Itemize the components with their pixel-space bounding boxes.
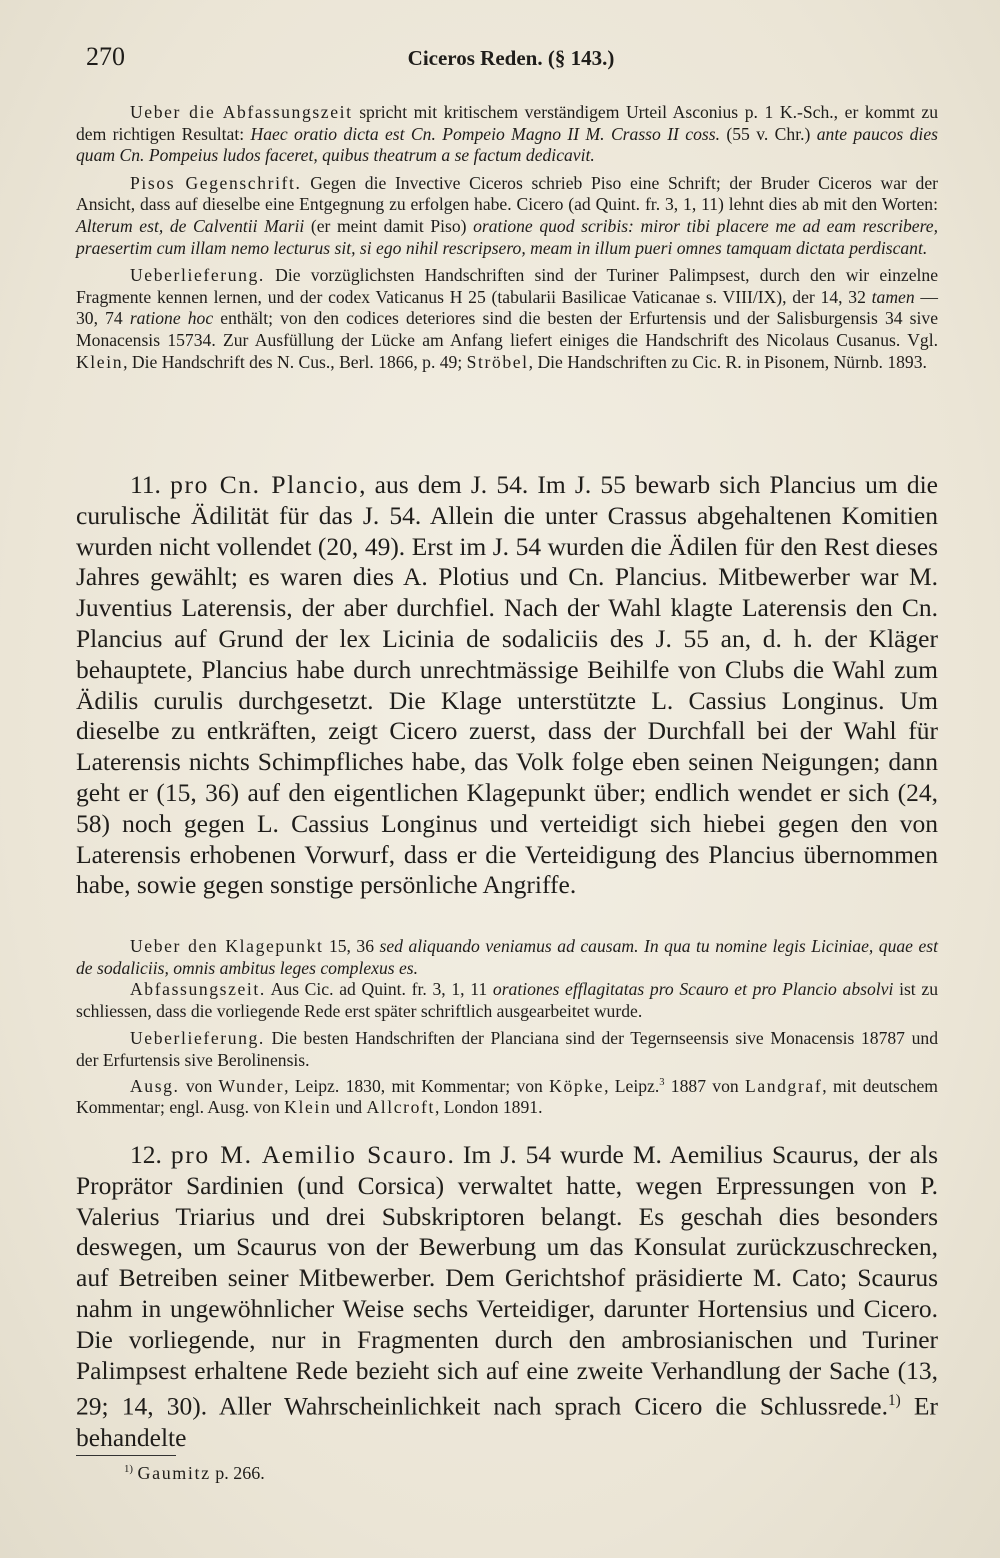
page-number: 270	[86, 42, 125, 71]
footnote-divider	[76, 1455, 176, 1456]
note-klagepunkt: Ueber den Klagepunkt 15, 36 sed aliquando veniamus ad causam. In qua tu nomine legis Liciniae, quae est de sodaliciis, omnis ambitus leges complexus es.	[76, 936, 939, 978]
section-title: pro M. Aemilio Scauro	[170, 1140, 448, 1169]
page-header	[86, 42, 936, 82]
note-ausgaben: Ausg. von Wunder, Leipz. 1830, mit Kommentar; von Köpke, Leipz.$^3$ 1887 von Landgraf, mit deutschem Kommentar; engl. Ausg. von Klein und Allcroft, London 1891.	[76, 1075, 938, 1118]
notes-mid	[76, 936, 938, 1119]
section-number: 12.	[130, 1140, 162, 1169]
note-ueberlieferung: Ueberlieferung. Die vorzüglichsten Handschriften sind der Turiner Palimpsest, durch den wir einzelne Fragmente kennen lernen, und der codex Vaticanus H 25 (tabularii Basilicae Vaticanae s. VIII/IX), der 14, 32 tamen — 30, 74 ratione hoc enthält; von den codices deteriores sind die besten der Erfurtensis und der Salisburgensis 34 sive Monacensis 15734. Zur Ausfüllung der Lücke am Anfang liefert einiges die Handschrift des Nicolaus Cusanus. Vgl. Klein, Die Handschrift des N. Cus., Berl. 1866, p. 49; Ströbel, Die Handschriften zu Cic. R. in Pisonem, Nürnb. 1893.	[76, 265, 939, 372]
notes-top	[76, 102, 938, 373]
section-12	[76, 1140, 938, 1453]
running-title: Ciceros Reden. (§ 143.)	[407, 46, 615, 70]
footnote-reference[interactable]: 1)	[888, 1392, 901, 1410]
section-11-paragraph: 11. pro Cn. Plancio, aus dem J. 54. Im J. 55 bewarb sich Plancius um die curulische Ädilität für das J. 54. Allein die unter Crassus abgehaltenen Komitien wurden nicht vollendet (20, 49). Erst im J. 54 wurden die Ädilen für den Rest dieses Jahres gewählt; es waren dies A. Plotius und Cn. Plancius. Mitbewerber war M. Juventius Laterensis, der aber durchfiel. Nach der Wahl klagte Laterensis den Cn. Plancius auf Grund der lex Licinia de sodaliciis des J. 55 an, d. h. der Kläger behauptete, Plancius habe durch unrechtmässige Beihilfe von Clubs die Wahl zum Ädilis curulis durchgesetzt. Die Klage unterstützte L. Cassius Longinus. Um dieselbe zu entkräften, zeigt Cicero zuerst, dass der Durchfall bei der Wahl für Laterensis nichts Schimpfliches habe, das Volk folge eben seinen Neigungen; dann geht er (15, 36) auf den eigentlichen Klagepunkt über; endlich wendet er sich (24, 58) noch gegen L. Cassius Longinus und verteidigt sich hiebei gegen den von Laterensis erhobenen Vorwurf, dass er die Verteidigung des Plancius übernommen habe, sowie gegen sonstige persönliche Angriffe.	[76, 470, 939, 900]
section-12-paragraph: 12. pro M. Aemilio Scauro. Im J. 54 wurde M. Aemilius Scaurus, der als Proprätor Sardinien (und Corsica) verwaltet hatte, wegen Erpressungen von P. Valerius Triarius und drei Subskriptoren belangt. Es geschah dies besonders deswegen, um Scaurus von der Bewerbung um das Konsulat zurückzuschrecken, auf Betreiben seiner Mitbewerber. Dem Gerichtshof präsidierte M. Cato; Scaurus nahm in ungewöhnlicher Weise sechs Verteidiger, darunter Hortensius und Cicero. Die vorliegende, nur in Fragmenten durch den ambrosianischen und Turiner Palimpsest erhaltene Rede bezieht sich auf eine zweite Verhandlung der Sache (13, 29; 14, 30). Aller Wahrscheinlichkeit nach sprach Cicero die Schlussrede.$^{1)}$ Er behandelte	[76, 1140, 939, 1452]
note-ueberlieferung-2: Ueberlieferung. Die besten Handschriften der Planciana sind der Tegernseensis sive Monacensis 18787 und der Erfurtensis sive Berolinensis.	[76, 1028, 938, 1070]
note-abfassungszeit: Ueber die Abfassungszeit spricht mit kritischem verständigem Urteil Asconius p. 1 K.-Sch., er kommt zu dem richtigen Resultat: Haec oratio dicta est Cn. Pompeio Magno II M. Crasso II coss. (55 v. Chr.) ante paucos dies quam Cn. Pompeius ludos faceret, quibus theatrum a se factum dedicavit.	[76, 102, 938, 166]
section-11	[76, 470, 938, 901]
note-gegenschrift: Pisos Gegenschrift. Gegen die Invective Ciceros schrieb Piso eine Schrift; der Bruder Ciceros war der Ansicht, dass auf dieselbe eine Entgegnung zu erfolgen habe. Cicero (ad Quint. fr. 3, 1, 11) lehnt dies ab mit den Worten: Alterum est, de Calventii Marii (er meint damit Piso) oratione quod scribis: miror tibi placere me ad eam rescribere, praesertim cum illam nemo lecturus sit, si ego nihil rescripsero, meam in illum pueri omnes tamquam dictata perdiscant.	[76, 172, 938, 258]
footnote: $^{1)}$ Gaumitz p. 266.	[124, 1463, 265, 1483]
footnote-mark: 1)	[124, 1463, 133, 1475]
section-title: pro Cn. Plancio	[170, 470, 360, 499]
section-number: 11.	[130, 470, 161, 499]
note-abfassungszeit-2: Abfassungszeit. Aus Cic. ad Quint. fr. 3, 1, 11 orationes efflagitatas pro Scauro et pro Plancio absolvi ist zu schliessen, dass die vorliegende Rede erst später schriftlich ausgearbeitet wurde.	[76, 979, 938, 1021]
